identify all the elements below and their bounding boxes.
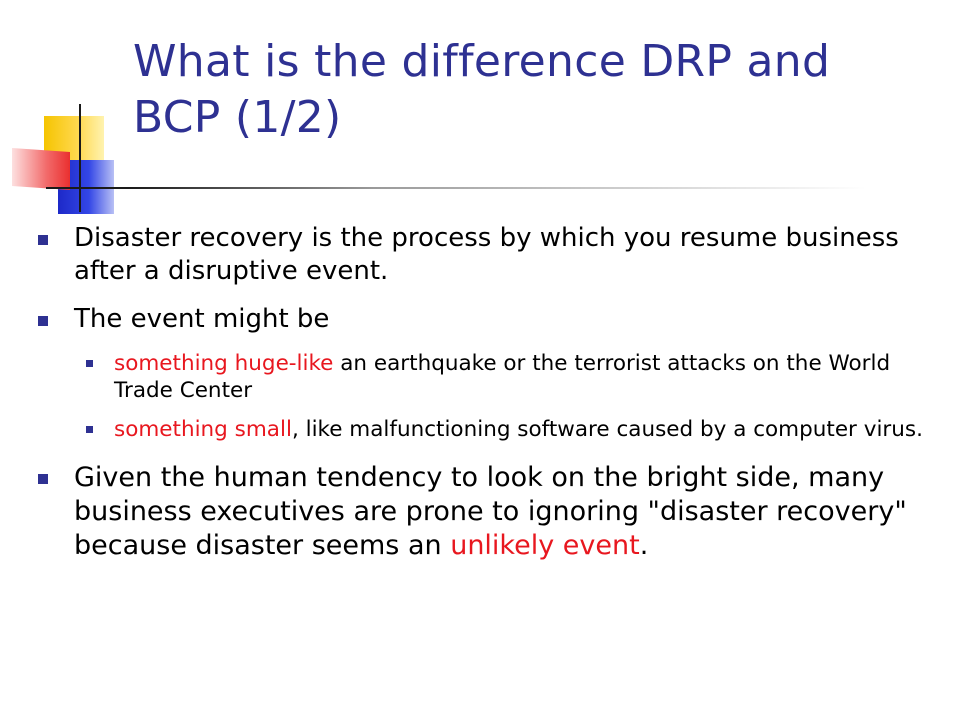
vertical-line-decoration <box>79 104 81 212</box>
title-underline-divider <box>46 187 866 189</box>
bullet-item-3 <box>36 461 926 563</box>
sub-bullet-item-1 <box>36 350 926 404</box>
highlight-text: something small <box>114 417 292 442</box>
sub-bullet-text: an earthquake or the terrorist attacks on the World Trade Center <box>114 351 891 403</box>
bullet-text: Disaster recovery is the process by which you resume business after a disruptive event. <box>74 223 899 286</box>
square-bullet-icon <box>38 235 48 245</box>
highlight-text: something huge-like <box>114 351 334 376</box>
bullet-item-1 <box>36 222 926 288</box>
bullet-text-end: . <box>639 530 649 561</box>
slide-title: What is the difference DRP and BCP (1/2) <box>133 36 831 143</box>
square-bullet-icon <box>86 360 93 367</box>
bullet-item-2 <box>36 303 926 336</box>
slide-body <box>36 222 926 578</box>
bullet-text: Given the human tendency to look on the bright side, many business executives are prone to ignoring "disaster recovery" because disaster seems an <box>74 462 907 561</box>
square-bullet-icon <box>38 316 48 326</box>
sub-bullet-item-2 <box>36 416 926 443</box>
sub-bullet-text: , like malfunctioning software caused by a computer virus. <box>291 417 923 442</box>
square-bullet-icon <box>38 474 48 484</box>
highlight-text: unlikely event <box>450 530 640 561</box>
bullet-text: The event might be <box>74 304 330 334</box>
red-square-decoration <box>12 148 70 190</box>
square-bullet-icon <box>86 426 93 433</box>
